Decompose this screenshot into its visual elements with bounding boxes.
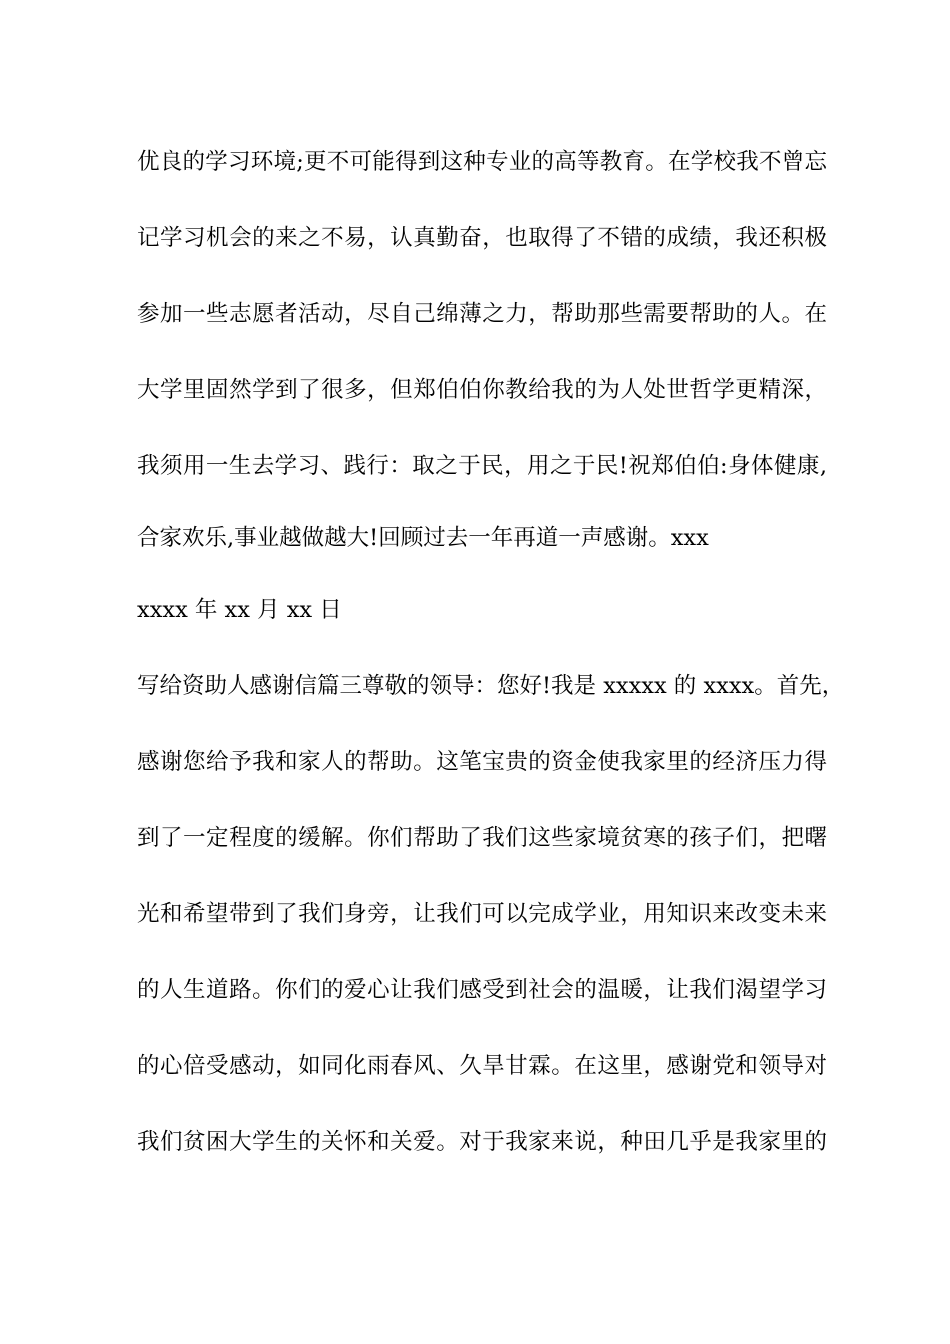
paragraph-line: 我须用一生去学习、践行：取之于民，用之于民!祝郑伯伯:身体健康, <box>137 453 827 479</box>
date-line: xxxx 年 xx 月 xx 日 <box>137 597 342 623</box>
paragraph-line: 光和希望带到了我们身旁，让我们可以完成学业，用知识来改变未来 <box>137 901 827 927</box>
paragraph-line: 的人生道路。你们的爱心让我们感受到社会的温暖，让我们渴望学习 <box>137 977 827 1003</box>
paragraph-line: 合家欢乐,事业越做越大!回顾过去一年再道一声感谢。xxx <box>137 525 709 551</box>
paragraph-line: 我们贫困大学生的关怀和关爱。对于我家来说，种田几乎是我家里的 <box>137 1129 827 1155</box>
paragraph-line: 优良的学习环境;更不可能得到这种专业的高等教育。在学校我不曾忘 <box>137 149 827 175</box>
paragraph-line: 写给资助人感谢信篇三尊敬的领导：您好!我是 xxxxx 的 xxxx。首先， <box>137 673 845 699</box>
paragraph-line: 大学里固然学到了很多，但郑伯伯你教给我的为人处世哲学更精深， <box>137 377 827 403</box>
paragraph-line: 感谢您给予我和家人的帮助。这笔宝贵的资金使我家里的经济压力得 <box>137 749 827 775</box>
paragraph-line: 记学习机会的来之不易，认真勤奋，也取得了不错的成绩，我还积极 <box>137 225 827 251</box>
paragraph-line: 到了一定程度的缓解。你们帮助了我们这些家境贫寒的孩子们，把曙 <box>137 825 827 851</box>
paragraph-line: 的心倍受感动，如同化雨春风、久旱甘霖。在这里，感谢党和领导对 <box>137 1053 827 1079</box>
paragraph-line: 参加一些志愿者活动，尽自己绵薄之力，帮助那些需要帮助的人。在 <box>137 301 827 327</box>
